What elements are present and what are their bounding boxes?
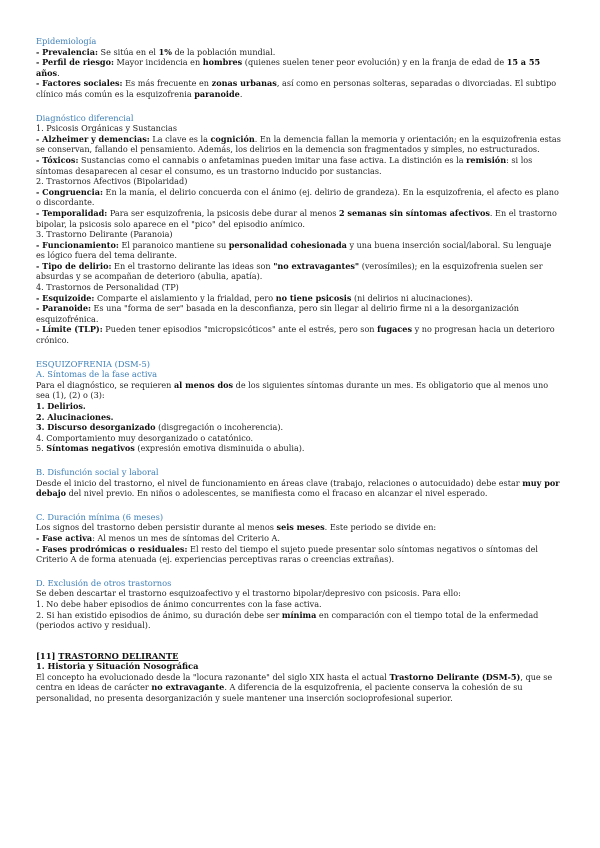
label: - Tipo de delirio: (36, 260, 112, 271)
text: Desde el inicio del trastorno, el nivel de funcionamiento en áreas clave (trabajo, relaciones o autocuidado) debe estar (36, 477, 523, 488)
text: Alucinaciones. (47, 411, 114, 422)
active-phase-line (36, 533, 562, 544)
prevalence-line (36, 47, 562, 58)
emphasis: mínima (281, 609, 317, 620)
label: - Fase activa (36, 532, 93, 543)
section-title: TRASTORNO DELIRANTE (58, 650, 179, 661)
criterion-a (36, 369, 562, 454)
emphasis: al menos dos (173, 379, 234, 390)
text: y no progresan hacia un deterioro crónico. (36, 324, 555, 346)
text: : si los síntomas desaparecen al cesar el consumo, es un trastorno inducido por sustancias. (36, 154, 533, 176)
differential-diagnosis-section (36, 113, 562, 346)
emphasis: zonas urbanas (211, 78, 277, 89)
subheading-personality: 4. Trastornos de Personalidad (TP) (36, 282, 179, 293)
schizophrenia-section (36, 359, 562, 631)
emphasis: 2 semanas sin síntomas afectivos (338, 207, 490, 218)
number: 5. (36, 443, 47, 454)
emphasis: 1% (158, 46, 172, 57)
text: El concepto ha evolucionado desde la "locura razonante" del siglo XIX hasta el actual (36, 671, 390, 682)
emphasis: no extravagante (151, 682, 225, 693)
text: (ni delirios ni alucinaciones). (351, 292, 473, 303)
emphasis: remisión (466, 154, 507, 165)
criterion-d-text: Se deben descartar el trastorno esquizoafectivo y el trastorno bipolar/depresivo con psicosis. Para ello: (36, 588, 461, 599)
text: Es una "forma de ser" basada en la desconfianza, pero sin llegar al delirio firme ni a la desorganización esquizofrénica. (36, 303, 520, 324)
epidemiology-heading: Epidemiología (36, 36, 97, 46)
text: . Este periodo se divide en: (324, 522, 437, 533)
text: (expresión emotiva disminuida o abulia). (134, 443, 305, 454)
delusional-disorder-heading (36, 651, 562, 662)
toxics-line (36, 155, 562, 176)
criterion-b-text (36, 478, 562, 499)
text: , así como en personas solteras, separadas o divorciadas. El subtipo clínico más común es la esquizofrenia (36, 78, 557, 99)
emphasis: muy por debajo (36, 477, 560, 499)
paranoid-line (36, 303, 562, 324)
symptom-5 (36, 443, 562, 454)
label: - Esquizoide: (36, 292, 95, 303)
text: de los siguientes síntomas durante un mes. Es obligatorio que al menos uno sea (1), (2) o (3): (36, 379, 549, 401)
emphasis: fugaces (377, 324, 413, 335)
subheading-organic: 1. Psicosis Orgánicas y Sustancias (36, 123, 177, 134)
text: (verosímiles); en la esquizofrenia suelen ser absurdas y se acompañan de deterioro (abulia, apatía). (36, 260, 543, 282)
risk-profile-label: - Perfil de riesgo: (36, 57, 114, 68)
text: Pueden tener episodios "micropsicóticos" ante el estrés, pero son (102, 324, 378, 335)
text: . (57, 67, 60, 78)
text: , que se centra en ideas de carácter (36, 671, 553, 693)
emphasis: "no extravagantes" (273, 260, 360, 271)
criterion-c-title: C. Duración mínima (6 meses) (36, 511, 164, 522)
subheading-delusional: 3. Trastorno Delirante (Paranoia) (36, 229, 173, 240)
delusional-disorder-section (36, 651, 562, 704)
label: - Límite (TLP): (36, 324, 103, 335)
label: - Temporalidad: (36, 207, 108, 218)
label: - Congruencia: (36, 186, 103, 197)
emphasis: Trastorno Delirante (DSM-5) (389, 671, 521, 682)
prevalence-label: - Prevalencia: (36, 46, 98, 57)
criterion-c (36, 512, 562, 565)
history-heading: 1. Historia y Situación Nosográfica (36, 661, 199, 672)
emphasis: personalidad cohesionada (228, 239, 347, 250)
text: en comparación con el tiempo total de la enfermedad (periodos activo y residual). (36, 609, 539, 631)
symptom-3 (36, 422, 562, 433)
criterion-d-title: D. Exclusión de otros trastornos (36, 577, 172, 588)
number: 2. (36, 411, 48, 422)
congruence-line (36, 187, 562, 208)
section-number: [11] (36, 650, 59, 661)
delusion-type-line (36, 261, 562, 282)
emphasis: hombres (202, 57, 243, 68)
text: (disgregación o incoherencia). (155, 422, 284, 433)
text: En el trastorno delirante las ideas son (111, 260, 274, 271)
number: 3. (36, 422, 48, 433)
text: Comparte el aislamiento y la frialdad, pero (94, 292, 276, 303)
text: . A diferencia de la esquizofrenia, el paciente conserva la cohesión de su personalidad, no presenta desorganización y suele mantener una inserción socioprofesional superior. (36, 682, 523, 704)
label: - Funcionamiento: (36, 239, 119, 250)
text: En la manía, el delirio concuerda con el ánimo (ej. delirio de grandeza). En la esquizofrenia, el afecto es plano o discordante. (36, 186, 559, 208)
temporality-line (36, 208, 562, 229)
emphasis: seis meses (276, 522, 325, 533)
emphasis: Discurso desorganizado (47, 422, 156, 433)
text: Para ser esquizofrenia, la psicosis debe durar al menos (107, 207, 339, 218)
text: (quienes suelen tener peor evolución) y en la franja de edad de (242, 57, 507, 68)
emphasis: Síntomas negativos (46, 443, 135, 454)
label: - Alzheimer y demencias: (36, 133, 150, 144)
criterion-b-title: B. Disfunción social y laboral (36, 466, 159, 477)
text: . En el trastorno bipolar, la psicosis solo aparece en el "pico" del episodio anímico. (36, 207, 557, 229)
text: . En la demencia fallan la memoria y orientación; en la esquizofrenia estas se conservan, fallando el pensamiento. Además, los delirios en la demencia son fragmentados y simples, no estructurados. (36, 133, 561, 155)
alzheimer-line (36, 134, 562, 155)
social-factors-label: - Factores sociales: (36, 78, 123, 89)
history-text (36, 672, 562, 704)
label: - Paranoide: (36, 303, 91, 314)
social-factors-line (36, 78, 562, 99)
emphasis: no tiene psicosis (275, 292, 352, 303)
text: El paranoico mantiene su (118, 239, 229, 250)
schizophrenia-heading: ESQUIZOFRENIA (DSM-5) (36, 358, 150, 369)
emphasis: 15 a 55 años (36, 57, 541, 78)
subheading-affective: 2. Trastornos Afectivos (Bipolaridad) (36, 176, 188, 187)
text: Sustancias como el cannabis o anfetaminas pueden imitar una fase activa. La distinción es la (78, 154, 467, 165)
symptom-2 (36, 412, 562, 423)
text: Para el diagnóstico, se requieren (36, 379, 174, 390)
text: La clave es la (149, 133, 211, 144)
differential-diagnosis-heading: Diagnóstico diferencial (36, 112, 134, 123)
text: El resto del tiempo el sujeto puede presentar solo síntomas negativos o síntomas del Criterio A de forma atenuada (ej. experiencias perceptivas raras o creencias extrañas). (36, 543, 538, 565)
symptom-1 (36, 401, 562, 412)
text: de la población mundial. (171, 46, 276, 57)
criterion-d-item-1: 1. No debe haber episodios de ánimo concurrentes con la fase activa. (36, 598, 322, 609)
label: - Tóxicos: (36, 154, 79, 165)
criterion-b (36, 467, 562, 499)
criterion-a-title: A. Síntomas de la fase activa (36, 369, 158, 380)
text: Es más frecuente en (122, 78, 212, 89)
schizoid-line (36, 293, 562, 304)
label: - Fases prodrómicas o residuales: (36, 543, 188, 554)
criterion-a-intro (36, 380, 562, 401)
emphasis: paranoide (194, 88, 240, 99)
text: Los signos del trastorno deben persistir durante al menos (36, 522, 277, 533)
functioning-line (36, 240, 562, 261)
text: Mayor incidencia en (113, 57, 203, 68)
text: y una buena inserción social/laboral. Su lenguaje es lógico fuera del tema delirante. (36, 239, 552, 261)
text: 2. Si han existido episodios de ánimo, su duración debe ser (36, 609, 282, 620)
text: Se sitúa en el (97, 46, 159, 57)
text: Delirios. (47, 401, 86, 411)
number: 1. (36, 401, 48, 411)
text: : Al menos un mes de síntomas del Criterio A. (92, 532, 280, 543)
symptom-4: 4. Comportamiento muy desorganizado o catatónico. (36, 432, 254, 443)
risk-profile-line (36, 57, 562, 78)
criterion-c-text (36, 522, 562, 533)
prodromal-phase-line (36, 544, 562, 565)
epidemiology-section (36, 36, 562, 100)
criterion-d-item-2 (36, 610, 562, 631)
text: del nivel previo. En niños o adolescentes, se manifiesta como el fracaso en alcanzar el nivel esperado. (66, 488, 488, 499)
criterion-d (36, 578, 562, 631)
borderline-line (36, 324, 562, 345)
text: . (239, 88, 243, 99)
emphasis: cognición (210, 133, 255, 144)
